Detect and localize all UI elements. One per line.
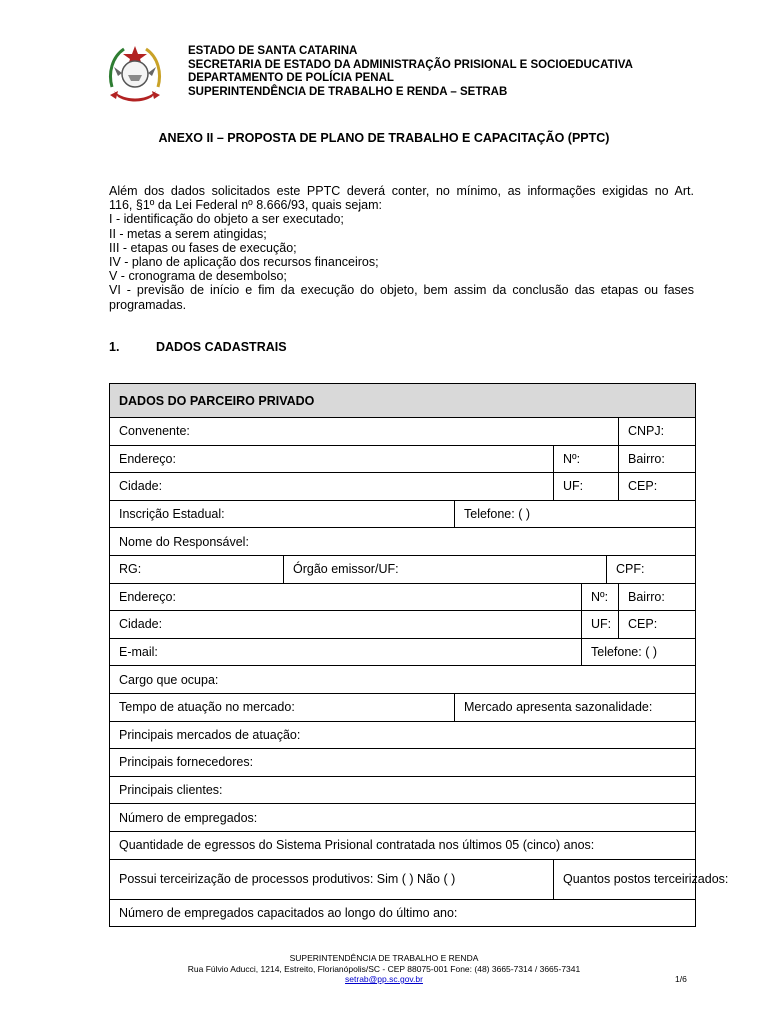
- outsourced-positions-field[interactable]: Quantos postos terceirizados:: [554, 859, 696, 899]
- intro-item: I - identificação do objeto a ser executado;: [109, 212, 344, 227]
- intro-paragraph: [109, 184, 694, 312]
- state-registration-field[interactable]: Inscrição Estadual:: [110, 500, 455, 528]
- responsible-phone-field[interactable]: Telefone: ( ): [582, 638, 696, 666]
- issuing-agency-field[interactable]: Órgão emissor/UF:: [284, 555, 607, 583]
- city-field[interactable]: Cidade:: [110, 473, 554, 501]
- section-title: DADOS CADASTRAIS: [156, 340, 287, 354]
- footer-address: Rua Fúlvio Aducci, 1214, Estreito, Florianópolis/SC - CEP 88075-001 Fone: (48) 3665-7314 / 3665-7341: [187, 963, 581, 974]
- market-time-field[interactable]: Tempo de atuação no mercado:: [110, 693, 455, 721]
- page-footer: [0, 953, 768, 985]
- zip-field[interactable]: CEP:: [619, 473, 696, 501]
- intro-item: II - metas a serem atingidas;: [109, 226, 267, 241]
- document-title: ANEXO II – PROPOSTA DE PLANO DE TRABALHO E CAPACITAÇÃO (PPTC): [158, 131, 610, 145]
- email-field[interactable]: E-mail:: [110, 638, 582, 666]
- section-heading: [109, 340, 287, 354]
- header-line-state: ESTADO DE SANTA CATARINA: [188, 45, 358, 57]
- state-field[interactable]: UF:: [554, 473, 619, 501]
- cnpj-field[interactable]: CNPJ:: [619, 418, 696, 446]
- responsible-city-field[interactable]: Cidade:: [110, 611, 582, 639]
- main-markets-field[interactable]: Principais mercados de atuação:: [110, 721, 696, 749]
- number-field[interactable]: Nº:: [554, 445, 619, 473]
- former-inmates-hired-field[interactable]: Quantidade de egressos do Sistema Prisional contratada nos últimos 05 (cinco) anos:: [110, 831, 696, 859]
- intro-item: V - cronograma de desembolso;: [109, 269, 287, 284]
- responsible-zip-field[interactable]: CEP:: [619, 611, 696, 639]
- main-suppliers-field[interactable]: Principais fornecedores:: [110, 749, 696, 777]
- responsible-number-field[interactable]: Nº:: [582, 583, 619, 611]
- organization-header: [188, 45, 633, 99]
- responsible-name-field[interactable]: Nome do Responsável:: [110, 528, 696, 556]
- outsourcing-field[interactable]: Possui terceirização de processos produtivos: Sim ( ) Não ( ): [110, 859, 554, 899]
- intro-item: programadas.: [109, 297, 187, 312]
- header-line-secretariat: SECRETARIA DE ESTADO DA ADMINISTRAÇÃO PRISIONAL E SOCIOEDUCATIVA: [188, 58, 633, 71]
- convenente-field[interactable]: Convenente:: [110, 418, 619, 446]
- position-field[interactable]: Cargo que ocupa:: [110, 666, 696, 694]
- responsible-address-field[interactable]: Endereço:: [110, 583, 582, 611]
- intro-line: Além dos dados solicitados este PPTC deverá conter, no mínimo, as informações exigidas no Art.: [109, 184, 694, 198]
- address-field[interactable]: Endereço:: [110, 445, 554, 473]
- responsible-state-field[interactable]: UF:: [582, 611, 619, 639]
- header-line-superintendence: SUPERINTENDÊNCIA DE TRABALHO E RENDA – SETRAB: [188, 85, 508, 98]
- footer-email-link[interactable]: setrab@pp.sc.gov.br: [345, 974, 423, 984]
- intro-item: IV - plano de aplicação dos recursos financeiros;: [109, 255, 379, 270]
- state-coat-of-arms-icon: [106, 43, 164, 105]
- header-line-department: DEPARTAMENTO DE POLÍCIA PENAL: [188, 72, 394, 84]
- section-number: 1.: [109, 340, 120, 354]
- intro-item: VI - previsão de início e fim da execução do objeto, bem assim da conclusão das etapas ou fases: [109, 283, 694, 298]
- employee-count-field[interactable]: Número de empregados:: [110, 804, 696, 832]
- trained-employees-field[interactable]: Número de empregados capacitados ao longo do último ano:: [110, 899, 696, 926]
- phone-field[interactable]: Telefone: ( ): [455, 500, 696, 528]
- main-clients-field[interactable]: Principais clientes:: [110, 776, 696, 804]
- intro-item: III - etapas ou fases de execução;: [109, 240, 297, 255]
- partner-data-table: [109, 383, 729, 927]
- cpf-field[interactable]: CPF:: [607, 555, 696, 583]
- responsible-neighborhood-field[interactable]: Bairro:: [619, 583, 696, 611]
- footer-org: SUPERINTENDÊNCIA DE TRABALHO E RENDA: [289, 953, 479, 963]
- intro-line: 116, §1º da Lei Federal nº 8.666/93, quais sejam:: [109, 198, 382, 213]
- page-number: 1/6: [675, 974, 687, 984]
- seasonality-field[interactable]: Mercado apresenta sazonalidade:: [455, 693, 696, 721]
- neighborhood-field[interactable]: Bairro:: [619, 445, 696, 473]
- rg-field[interactable]: RG:: [110, 555, 284, 583]
- table-header: DADOS DO PARCEIRO PRIVADO: [110, 384, 696, 418]
